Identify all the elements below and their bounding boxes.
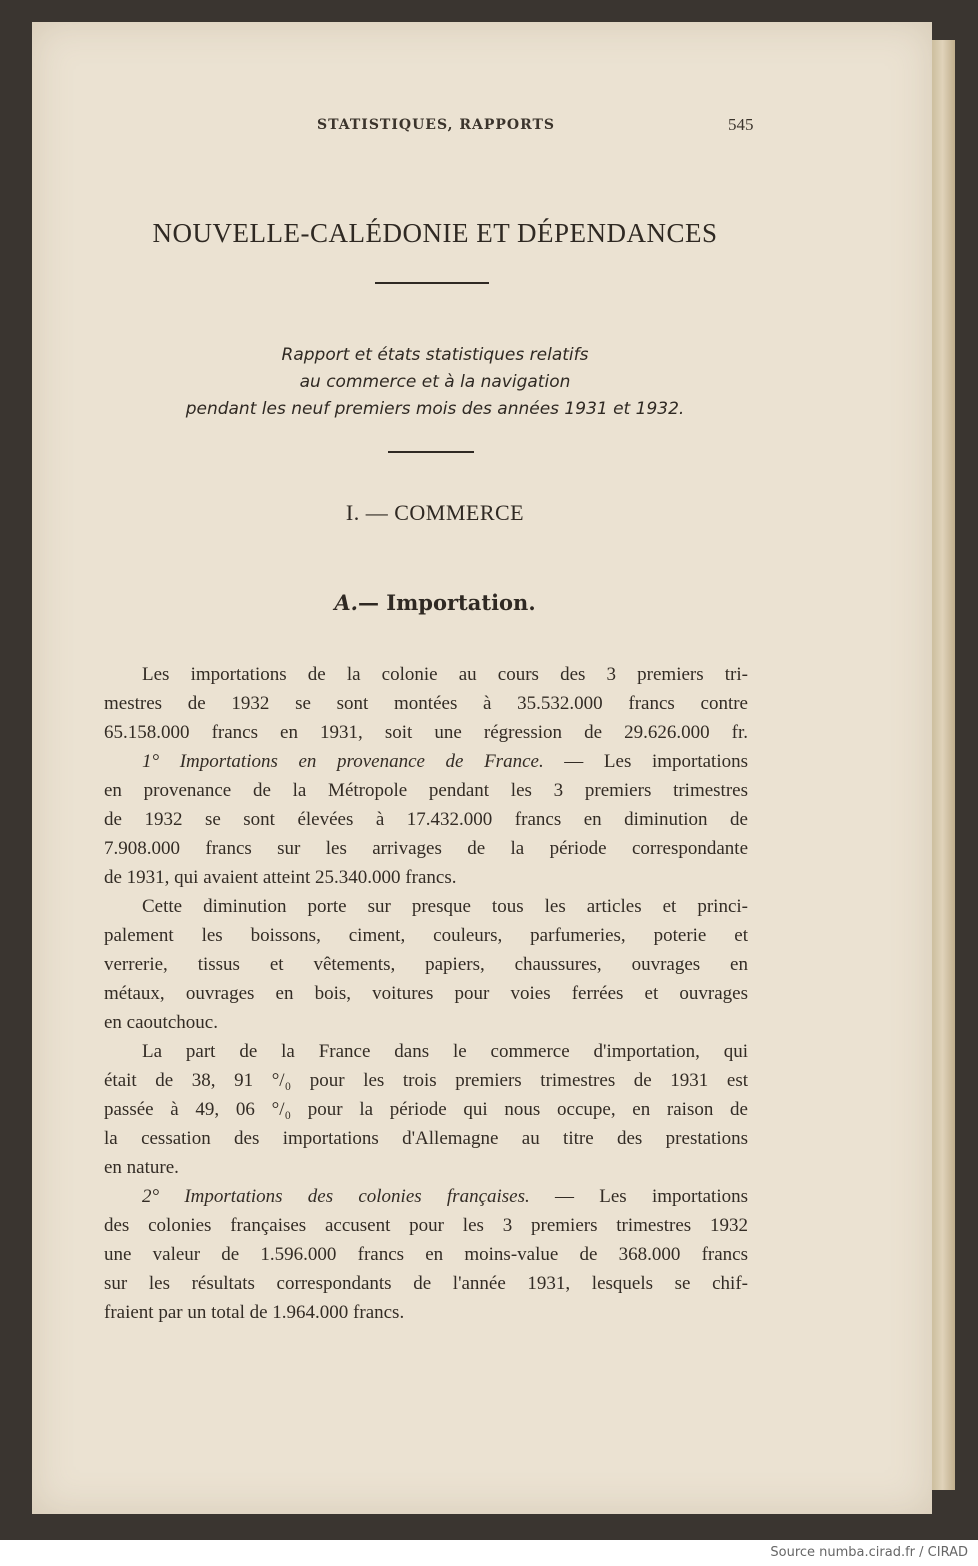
subsection-title: — Importation. xyxy=(357,590,536,615)
text-line: était de 38, 91 °/₀ pour les trois premiers trimestres de 1931 est xyxy=(104,1070,748,1091)
body-text xyxy=(104,660,748,1327)
subtitle-line: au commerce et à la navigation xyxy=(299,372,571,392)
subtitle-line: pendant les neuf premiers mois des années 1931 et 1932. xyxy=(185,399,685,419)
text-line: en provenance de la Métropole pendant les 3 premiers trimestres xyxy=(104,780,748,801)
paragraph-5 xyxy=(104,1182,748,1327)
paragraph-heading: 2° Importations des colonies françaises. xyxy=(142,1186,530,1207)
subtitle xyxy=(32,342,838,423)
text-line xyxy=(104,1182,748,1211)
subsection-letter: A. xyxy=(334,590,358,615)
text-line: en nature. xyxy=(104,1157,179,1178)
paragraph-2 xyxy=(104,747,748,892)
text-line: en caoutchouc. xyxy=(104,1012,218,1033)
text-line: métaux, ouvrages en bois, voitures pour voies ferrées et ouvrages xyxy=(104,983,748,1004)
text-line: la cessation des importations d'Allemagne au titre des prestations xyxy=(104,1128,748,1149)
subtitle-line: Rapport et états statistiques relatifs xyxy=(281,345,589,365)
paragraph-heading: 1° Importations en provenance de France. xyxy=(142,751,544,772)
text-line xyxy=(104,747,748,776)
text-line: de 1931, qui avaient atteint 25.340.000 francs. xyxy=(104,867,457,888)
text-line: une valeur de 1.596.000 francs en moins-value de 368.000 francs xyxy=(104,1244,748,1265)
text-line: passée à 49, 06 °/₀ pour la période qui nous occupe, en raison de xyxy=(104,1099,748,1120)
running-head xyxy=(32,117,932,137)
paragraph-3 xyxy=(104,892,748,1037)
text-line: de 1932 se sont élevées à 17.432.000 francs en diminution de xyxy=(104,809,748,830)
text-line: mestres de 1932 se sont montées à 35.532.000 francs contre xyxy=(104,693,748,714)
text-line: 65.158.000 francs en 1931, soit une régression de 29.626.000 fr. xyxy=(104,722,748,743)
section-heading: I. — COMMERCE xyxy=(345,500,525,525)
title-divider xyxy=(375,282,489,284)
page-number: 545 xyxy=(728,115,754,134)
text-line: Cette diminution porte sur presque tous les articles et princi- xyxy=(142,896,748,917)
paragraph-1 xyxy=(104,660,748,747)
text-line: verrerie, tissus et vêtements, papiers, chaussures, ouvrages en xyxy=(104,954,748,975)
document-page xyxy=(32,22,932,1514)
page-title: NOUVELLE-CALÉDONIE ET DÉPENDANCES xyxy=(152,218,718,248)
source-credit: Source numba.cirad.fr / CIRAD xyxy=(770,1545,968,1560)
subtitle-divider xyxy=(388,451,474,453)
paragraph-4 xyxy=(104,1037,748,1182)
running-head-title: STATISTIQUES, RAPPORTS xyxy=(317,117,556,133)
text-fragment: — Les importations xyxy=(529,1186,748,1207)
subsection-heading xyxy=(32,590,838,615)
text-fragment: — Les importations xyxy=(543,751,748,772)
text-line: Les importations de la colonie au cours des 3 premiers tri- xyxy=(142,664,748,685)
text-line: fraient par un total de 1.964.000 francs. xyxy=(104,1302,405,1323)
text-line: sur les résultats correspondants de l'année 1931, lesquels se chif- xyxy=(104,1273,748,1294)
text-line: palement les boissons, ciment, couleurs, parfumeries, poterie et xyxy=(104,925,748,946)
text-line: 7.908.000 francs sur les arrivages de la période correspondante xyxy=(104,838,748,859)
text-line: La part de la France dans le commerce d'importation, qui xyxy=(142,1041,748,1062)
text-line: des colonies françaises accusent pour les 3 premiers trimestres 1932 xyxy=(104,1215,748,1236)
